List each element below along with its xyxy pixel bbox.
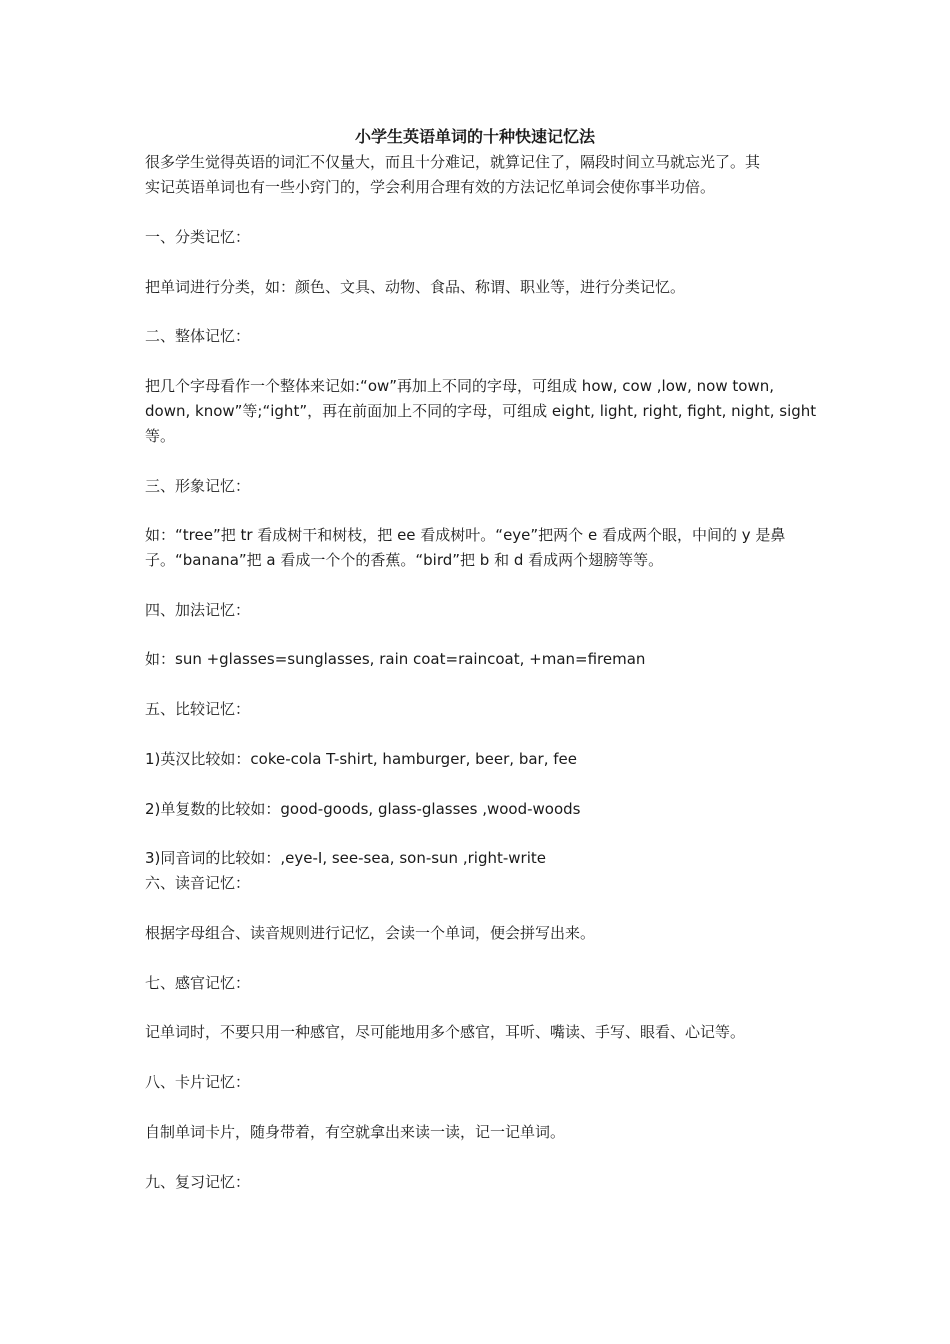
section-9-heading: 九、复习记忆： xyxy=(145,1173,251,1191)
section-6-body: 根据字母组合、读音规则进行记忆，会读一个单词，便会拼写出来。 xyxy=(145,924,596,942)
intro-line-1: 很多学生觉得英语的词汇不仅量大，而且十分难记，就算记住了，隔段时间立马就忘光了。其 xyxy=(145,153,761,171)
section-6-heading: 六、读音记忆： xyxy=(145,874,251,892)
section-8-body: 自制单词卡片，随身带着，有空就拿出来读一读，记一记单词。 xyxy=(145,1123,566,1141)
section-5-heading: 五、比较记忆： xyxy=(145,700,251,718)
section-7-heading: 七、感官记忆： xyxy=(145,974,251,992)
section-3-heading: 三、形象记忆： xyxy=(145,477,251,495)
section-2-body-line-2: down, know”等;“ight”，再在前面加上不同的字母，可组成 eight, light, right, fight, night, sight xyxy=(145,402,817,420)
section-5-item-2: 2)单复数的比较如：good-goods, glass-glasses ,wood-woods xyxy=(145,800,581,818)
section-2-body-line-1: 把几个字母看作一个整体来记如:“ow”再加上不同的字母，可组成 how, cow ,low, now town, xyxy=(145,377,774,395)
section-2-heading: 二、整体记忆： xyxy=(145,327,251,345)
section-8-heading: 八、卡片记忆： xyxy=(145,1073,251,1091)
section-7-body: 记单词时，不要只用一种感官，尽可能地用多个感官，耳听、嘴读、手写、眼看、心记等。 xyxy=(145,1023,746,1041)
section-4-body: 如：sun +glasses=sunglasses, rain coat=raincoat, +man=fireman xyxy=(145,650,646,668)
section-5-item-3: 3)同音词的比较如：,eye-I, see-sea, son-sun ,right-write xyxy=(145,849,546,867)
section-1-body: 把单词进行分类，如：颜色、文具、动物、食品、称谓、职业等，进行分类记忆。 xyxy=(145,278,686,296)
document-title: 小学生英语单词的十种快速记忆法 xyxy=(354,127,595,146)
section-5-item-1: 1)英汉比较如：coke-cola T-shirt, hamburger, beer, bar, fee xyxy=(145,750,577,768)
section-2-body-line-3: 等。 xyxy=(145,427,176,445)
section-3-body-line-2: 子。“banana”把 a 看成一个个的香蕉。“bird”把 b 和 d 看成两个翅膀等等。 xyxy=(145,551,664,569)
section-4-heading: 四、加法记忆： xyxy=(145,601,251,619)
intro-line-2: 实记英语单词也有一些小窍门的，学会利用合理有效的方法记忆单词会使你事半功倍。 xyxy=(145,178,716,196)
section-1-heading: 一、分类记忆： xyxy=(145,228,251,246)
section-3-body-line-1: 如：“tree”把 tr 看成树干和树枝，把 ee 看成树叶。“eye”把两个 e 看成两个眼，中间的 y 是鼻 xyxy=(145,526,786,544)
